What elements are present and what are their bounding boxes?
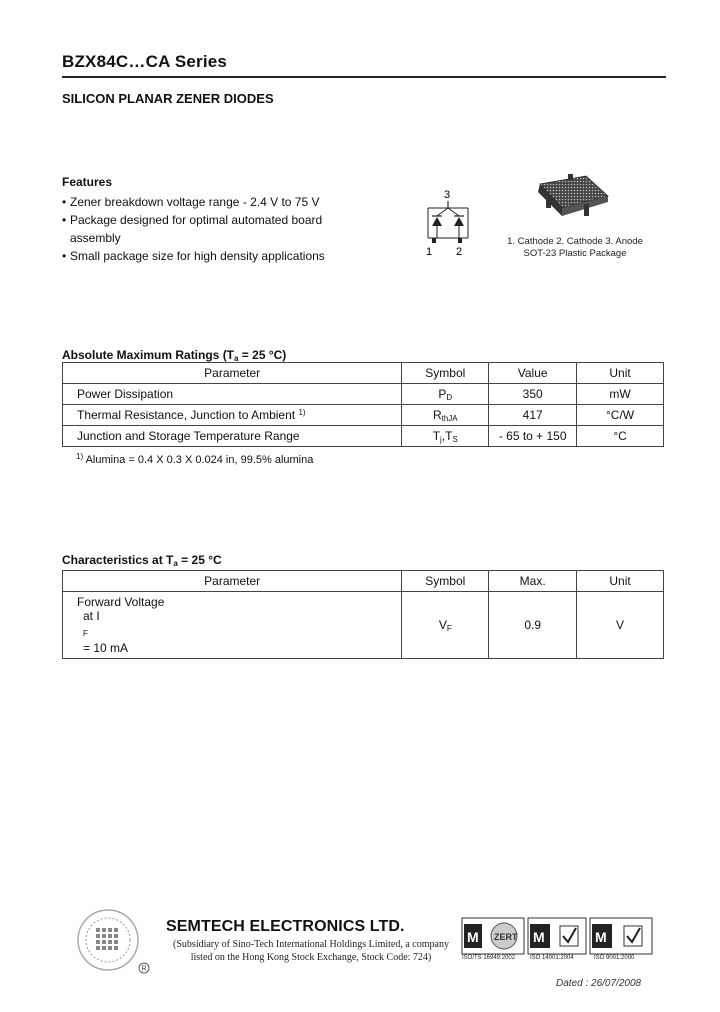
diode-right-icon [454, 217, 464, 226]
sot23-package-image [528, 174, 616, 222]
absolute-max-ratings-table [62, 362, 664, 447]
unit-cell: °C [577, 426, 664, 447]
parameter-cell: Junction and Storage Temperature Range [63, 426, 402, 447]
pin-2-label: 2 [456, 246, 463, 258]
cert-label-iso-ts: ISO/TS 16949:2002 [462, 955, 516, 961]
symbol-cell: $T_j,T_S$ [402, 426, 489, 447]
feature-item: • Package designed for optimal automated board assembly [62, 211, 362, 247]
svg-text:M: M [595, 929, 607, 945]
feature-item: • Small package size for high density applications [62, 247, 362, 265]
column-header: Unit [577, 363, 664, 384]
absolute-max-ratings-heading: Absolute Maximum Ratings ($T_a = 25$ °C) [62, 348, 287, 363]
features-list [62, 193, 362, 265]
parameter-cell: Power Dissipation [63, 384, 402, 405]
package-pin-legend: 1. Cathode 2. Cathode 3. Anode [507, 236, 643, 247]
value-cell: - 65 to + 150 [489, 426, 577, 447]
symbol-cell: $P_D$ [402, 384, 489, 405]
unit-cell: V [577, 592, 664, 659]
subsidiary-line-1: (Subsidiary of Sino-Tech International Holdings Limited, a company [173, 939, 449, 950]
cert-label-iso-14001: ISO 14001:2004 [530, 955, 574, 961]
column-header: Max. [489, 571, 577, 592]
pin-3-label: 3 [444, 189, 451, 201]
cert-label-iso-9001: ISO 9001:2000 [594, 955, 635, 961]
feature-item: • Zener breakdown voltage range - 2.4 V to 75 V [62, 193, 362, 211]
package-type: SOT-23 Plastic Package [523, 248, 627, 259]
parameter-cell: Thermal Resistance, Junction to Ambient $^{1)}$ [63, 405, 402, 426]
parameter-cell: Forward Voltage at I $_F$ = 10 mA [63, 592, 402, 659]
document-subtitle: SILICON PLANAR ZENER DIODES [62, 91, 274, 106]
characteristics-heading: Characteristics at $T_a = 25$ °C [62, 553, 222, 568]
table-row [63, 405, 664, 426]
semtech-logo [76, 906, 152, 978]
column-header: Parameter [63, 571, 402, 592]
svg-text:M: M [467, 929, 479, 945]
table-row [63, 592, 664, 659]
value-cell: 350 [489, 384, 577, 405]
company-subsidiary-note [166, 938, 456, 964]
svg-text:ZERT: ZERT [494, 932, 518, 942]
characteristics-table [62, 570, 664, 659]
column-header: Unit [577, 571, 664, 592]
certification-marks [460, 914, 660, 958]
symbol-cell: $R_{thJA}$ [402, 405, 489, 426]
cert-mark-icon [590, 918, 652, 954]
unit-cell: °C/W [577, 405, 664, 426]
value-cell: 417 [489, 405, 577, 426]
package-caption [490, 236, 660, 260]
pin-configuration-diagram [418, 186, 478, 258]
column-header: Parameter [63, 363, 402, 384]
unit-cell: mW [577, 384, 664, 405]
table-header-row [63, 363, 664, 384]
svg-text:R: R [141, 965, 147, 973]
cert-mark-icon [462, 918, 524, 954]
svg-text:M: M [533, 929, 545, 945]
document-title: BZX84C…CA Series [62, 52, 228, 71]
table-row [63, 384, 664, 405]
cert-mark-icon [528, 918, 586, 954]
column-header: Symbol [402, 363, 489, 384]
table-header-row [63, 571, 664, 592]
column-header: Value [489, 363, 577, 384]
column-header: Symbol [402, 571, 489, 592]
diode-left-icon [432, 217, 442, 226]
symbol-cell: $V_F$ [402, 592, 489, 659]
table-row [63, 426, 664, 447]
value-cell: 0.9 [489, 592, 577, 659]
subsidiary-line-2: listed on the Hong Kong Stock Exchange, Stock Code: 724) [190, 952, 432, 963]
alumina-footnote: $^{1)}$ Alumina = 0.4 X 0.3 X 0.024 in, 99.5% alumina [76, 452, 314, 466]
features-heading: Features [62, 175, 113, 189]
document-date: Dated : 26/07/2008 [556, 978, 642, 989]
company-name: SEMTECH ELECTRONICS LTD. [166, 918, 405, 935]
title-divider [62, 76, 666, 78]
pin-1-label: 1 [426, 246, 433, 258]
